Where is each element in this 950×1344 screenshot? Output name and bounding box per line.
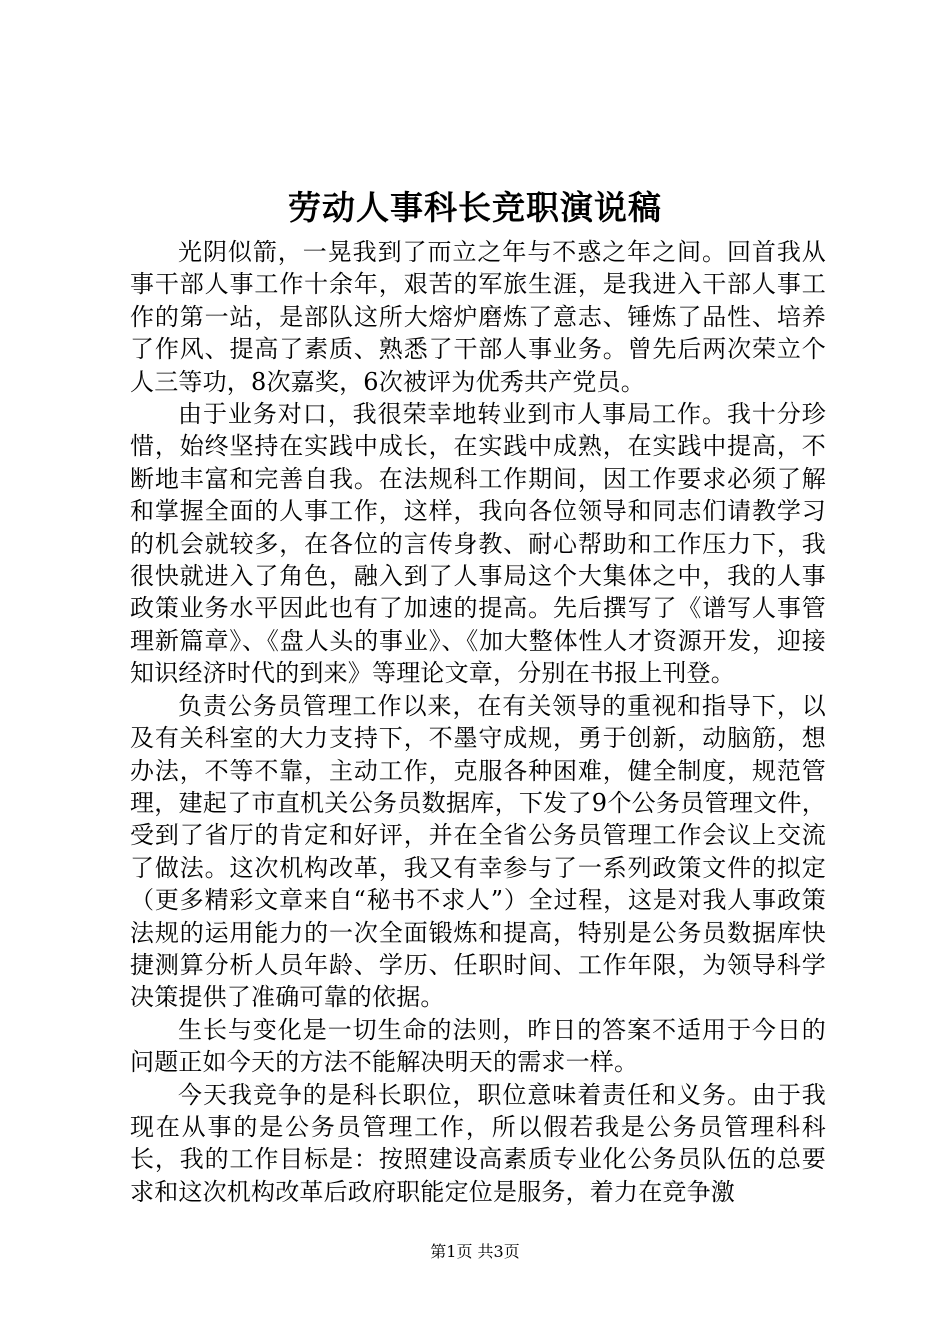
paragraph: 由于业务对口，我很荣幸地转业到市人事局工作。我十分珍惜，始终坚持在实践中成长，在实践中成熟，在实践中提高，不断地丰富和完善自我。在法规科工作期间，因工作要求必须了解和掌握全面的人事工作，这样，我向各位领导和同志们请教学习的机会就较多，在各位的言传身教、耐心帮助和工作压力下，我很快就进入了角色，融入到了人事局这个大集体之中，我的人事政策业务水平因此也有了加速的提高。先后撰写了《谱写人事管理新篇章》、《盘人头的事业》、《加大整体性人才资源开发，迎接知识经济时代的到来》等理论文章，分别在书报上刊登。 bbox=[130, 400, 826, 688]
paragraph: 光阴似箭，一晃我到了而立之年与不惑之年之间。回首我从事干部人事工作十余年，艰苦的军旅生涯，是我进入干部人事工作的第一站，是部队这所大熔炉磨炼了意志、锤炼了品性、培养了作风、提高了素质、熟悉了干部人事业务。曾先后两次荣立个人三等功，8次嘉奖，6次被评为优秀共产党员。 bbox=[130, 238, 826, 396]
page-number-footer: 第1页 共3页 bbox=[430, 1242, 520, 1261]
document-title: 劳动人事科长竞职演说稿 bbox=[288, 188, 662, 227]
paragraph: 今天我竞争的是科长职位，职位意味着责任和义务。由于我现在从事的是公务员管理工作，所以假若我是公务员管理科科长，我的工作目标是：按照建设高素质专业化公务员队伍的总要求和这次机构改革后政府职能定位是服务，着力在竞争激 bbox=[130, 1080, 826, 1206]
paragraph: 负责公务员管理工作以来，在有关领导的重视和指导下，以及有关科室的大力支持下，不墨守成规，勇于创新，动脑筋，想办法，不等不靠，主动工作，克服各种困难，健全制度，规范管理，建起了市直机关公务员数据库，下发了9个公务员管理文件，受到了省厅的肯定和好评，并在全省公务员管理工作会议上交流了做法。这次机构改革，我又有幸参与了一系列政策文件的拟定（更多精彩文章来自“秘书不求人”）全过程，这是对我人事政策法规的运用能力的一次全面锻炼和提高，特别是公务员数据库快捷测算分析人员年龄、学历、任职时间、工作年限，为领导科学决策提供了准确可靠的依据。 bbox=[130, 691, 826, 1012]
document-body bbox=[130, 236, 826, 1208]
paragraph: 生长与变化是一切生命的法则，昨日的答案不适用于今日的问题正如今天的方法不能解决明天的需求一样。 bbox=[130, 1015, 826, 1077]
